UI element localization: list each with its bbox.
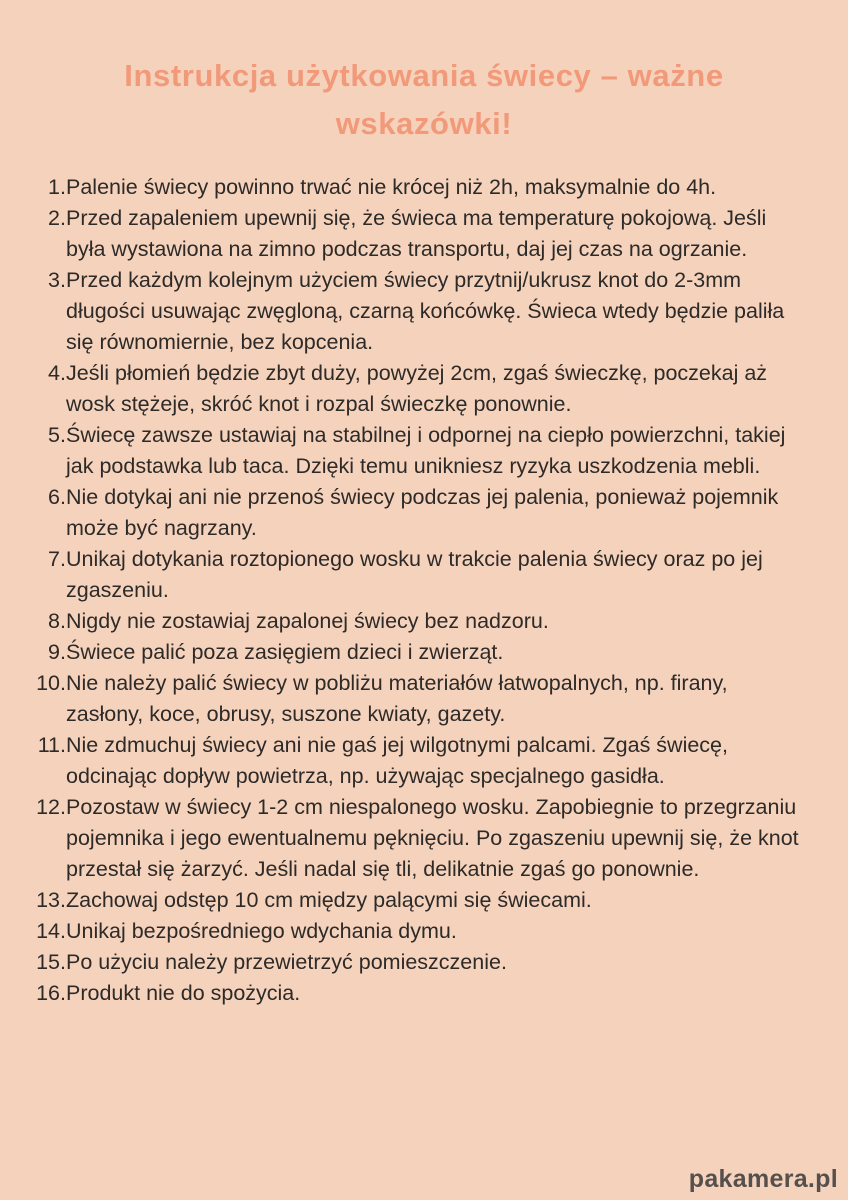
list-item: Jeśli płomień będzie zbyt duży, powyżej 2cm, zgaś świeczkę, poczekaj aż wosk stężeje, skróć knot i rozpal świeczkę ponownie. [66,361,768,416]
instructions-list [0,172,802,1009]
page-title: Instrukcja użytkowania świecy – ważne wskazówki! [124,58,724,141]
list-item: Palenie świecy powinno trwać nie krócej niż 2h, maksymalnie do 4h. [66,175,717,199]
list-item: Przed zapaleniem upewnij się, że świeca ma temperaturę pokojową. Jeśli była wystawiona na zimno podczas transportu, daj jej czas na ogrzanie. [66,206,767,261]
list-item: Produkt nie do spożycia. [66,981,301,1005]
list-item: Nie należy palić świecy w pobliżu materiałów łatwopalnych, np. firany, zasłony, koce, obrusy, suszone kwiaty, gazety. [66,671,728,726]
list-item: Zachowaj odstęp 10 cm między palącymi się świecami. [66,888,592,912]
list-item: Po użyciu należy przewietrzyć pomieszczenie. [66,950,507,974]
list-item: Świece palić poza zasięgiem dzieci i zwierząt. [66,640,504,664]
list-item: Świecę zawsze ustawiaj na stabilnej i odpornej na ciepło powierzchni, takiej jak podstawka lub taca. Dzięki temu unikniesz ryzyka uszkodzenia mebli. [66,423,786,478]
list-item: Nie zdmuchuj świecy ani nie gaś jej wilgotnymi palcami. Zgaś świecę, odcinając dopływ powietrza, np. używając specjalnego gasidła. [66,733,728,788]
list-item: Przed każdym kolejnym użyciem świecy przytnij/ukrusz knot do 2-3mm długości usuwając zwęgloną, czarną końcówkę. Świeca wtedy będzie paliła się równomiernie, bez kopcenia. [66,268,785,354]
list-item: Nigdy nie zostawiaj zapalonej świecy bez nadzoru. [66,609,549,633]
list-item: Unikaj bezpośredniego wdychania dymu. [66,919,457,943]
list-item: Unikaj dotykania roztopionego wosku w trakcie palenia świecy oraz po jej zgaszeniu. [66,547,763,602]
list-item: Pozostaw w świecy 1-2 cm niespalonego wosku. Zapobiegnie to przegrzaniu pojemnika i jego ewentualnemu pęknięciu. Po zgaszeniu upewnij się, że knot przestał się żarzyć. Jeśli nadal się tli, delikatnie zgaś go ponownie. [66,795,799,881]
pakamera-logo: pakamera.pl [688,1165,838,1193]
list-item: Nie dotykaj ani nie przenoś świecy podczas jej palenia, ponieważ pojemnik może być nagrzany. [66,485,779,540]
